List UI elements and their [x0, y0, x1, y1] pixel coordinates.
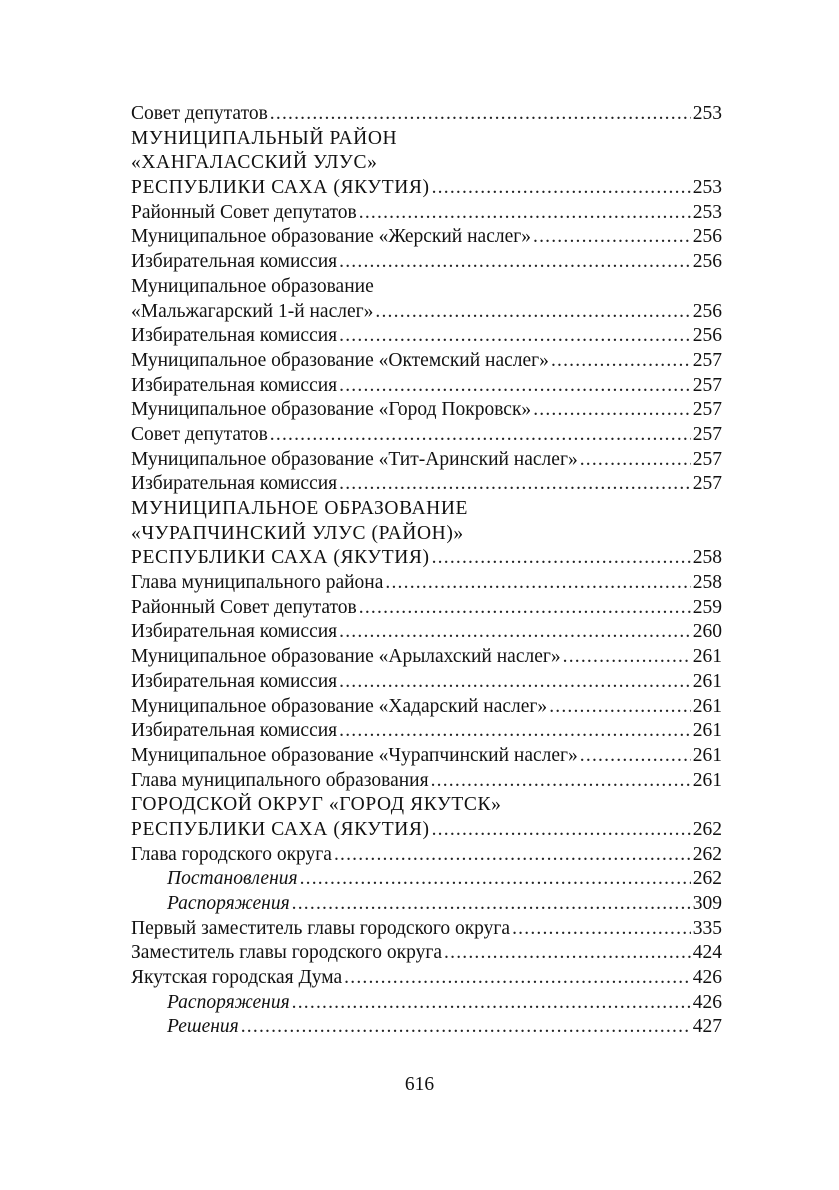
- toc-subentry: [131, 892, 722, 917]
- toc-entry: [131, 917, 722, 942]
- toc-entry-page: 257: [692, 374, 722, 396]
- toc-entry-title: Избирательная комиссия: [131, 720, 338, 742]
- dot-leader: [339, 374, 691, 399]
- toc-heading: [131, 176, 722, 201]
- toc-entry-title: Глава муниципального образования: [131, 769, 429, 791]
- toc-entry: [131, 769, 722, 794]
- toc-entry-title: Муниципальное образование «Хадарский наслег»: [131, 695, 548, 717]
- toc-entry-page: 258: [692, 572, 722, 594]
- toc-entry-title: Совет депутатов: [131, 423, 268, 445]
- toc-entry-page: 262: [692, 818, 722, 840]
- toc-entry: [131, 966, 722, 991]
- toc-heading: [131, 151, 722, 176]
- toc-entry-title: РЕСПУБЛИКИ САХА (ЯКУТИЯ): [131, 177, 430, 199]
- toc-entry: [131, 596, 722, 621]
- toc-entry-page: 262: [692, 868, 722, 890]
- dot-leader: [432, 176, 691, 201]
- dot-leader: [512, 917, 691, 942]
- toc-entry-title: РЕСПУБЛИКИ САХА (ЯКУТИЯ): [131, 547, 430, 569]
- toc-entry: [131, 670, 722, 695]
- toc-entry-page: 261: [692, 695, 722, 717]
- toc-entry-page: 256: [692, 300, 722, 322]
- dot-leader: [549, 695, 691, 720]
- page-number: 616: [404, 1074, 435, 1095]
- toc-entry: [131, 225, 722, 250]
- toc-entry: [131, 374, 722, 399]
- dot-leader: [292, 991, 691, 1016]
- toc-entry: [131, 398, 722, 423]
- toc-entry: [131, 472, 722, 497]
- dot-leader: [300, 867, 691, 892]
- toc-entry-title: Муниципальное образование «Арылахский наслег»: [131, 646, 561, 668]
- dot-leader: [339, 472, 691, 497]
- dot-leader: [359, 596, 691, 621]
- toc-entry: [131, 571, 722, 596]
- toc-entry-title: Районный Совет депутатов: [131, 596, 357, 618]
- toc-entry-page: 427: [692, 1016, 722, 1038]
- toc-entry-title: Муниципальное образование: [131, 275, 374, 297]
- toc-entry-page: 253: [692, 177, 722, 199]
- toc-entry-page: 261: [692, 769, 722, 791]
- dot-leader: [339, 620, 691, 645]
- toc-entry-title: МУНИЦИПАЛЬНЫЙ РАЙОН: [131, 127, 398, 149]
- toc-entry: [131, 695, 722, 720]
- toc-entry-title: Глава муниципального района: [131, 572, 384, 594]
- toc-heading: [131, 818, 722, 843]
- toc-entry-title: Муниципальное образование «Октемский наслег»: [131, 349, 549, 371]
- toc-entry-page: 256: [692, 251, 722, 273]
- toc-entry: [131, 719, 722, 744]
- toc-entry: [131, 250, 722, 275]
- dot-leader: [334, 843, 691, 868]
- toc-subentry: [131, 1015, 722, 1040]
- toc-entry-title: Муниципальное образование «Чурапчинский наслег»: [131, 744, 578, 766]
- toc-entry: [131, 201, 722, 226]
- dot-leader: [551, 349, 691, 374]
- toc-entry-title: ГОРОДСКОЙ ОКРУГ «ГОРОД ЯКУТСК»: [131, 794, 502, 816]
- toc-entry-title: Распоряжения: [167, 893, 290, 914]
- dot-leader: [580, 448, 691, 473]
- toc-entry: [131, 102, 722, 127]
- toc-entry-page: 335: [692, 917, 722, 939]
- toc-entry-page: 258: [692, 547, 722, 569]
- dot-leader: [375, 300, 690, 325]
- toc-entry-title: Муниципальное образование «Тит-Аринский наслег»: [131, 448, 578, 470]
- toc-entry-page: 261: [692, 646, 722, 668]
- dot-leader: [385, 571, 690, 596]
- toc-entry: [131, 300, 722, 325]
- toc-entry-page: 261: [692, 744, 722, 766]
- toc-entry: [131, 275, 722, 300]
- toc-entry-title: Якутская городская Дума: [131, 967, 343, 989]
- toc-entry-title: Первый заместитель главы городского округа: [131, 917, 511, 939]
- toc-entry: [131, 448, 722, 473]
- dot-leader: [533, 225, 691, 250]
- dot-leader: [563, 645, 691, 670]
- toc-entry-title: Муниципальное образование «Город Покровск»: [131, 399, 532, 421]
- toc-entry-page: 262: [692, 843, 722, 865]
- dot-leader: [432, 818, 691, 843]
- toc-entry-title: Избирательная комиссия: [131, 325, 338, 347]
- toc-entry-title: МУНИЦИПАЛЬНОЕ ОБРАЗОВАНИЕ: [131, 498, 469, 519]
- toc-entry-title: «ЧУРАПЧИНСКИЙ УЛУС (РАЙОН)»: [131, 522, 464, 544]
- dot-leader: [444, 941, 691, 966]
- dot-leader: [432, 546, 691, 571]
- toc-entry-title: Совет депутатов: [131, 103, 268, 124]
- toc-entry: [131, 744, 722, 769]
- toc-entry: [131, 324, 722, 349]
- dot-leader: [431, 769, 691, 794]
- dot-leader: [339, 324, 691, 349]
- toc-entry-title: Районный Совет депутатов: [131, 201, 357, 223]
- toc-entry-title: Избирательная комиссия: [131, 670, 338, 692]
- toc-subentry: [131, 867, 722, 892]
- toc-entry-title: Постановления: [167, 868, 298, 890]
- dot-leader: [270, 102, 691, 127]
- toc-entry-title: Избирательная комиссия: [131, 473, 338, 495]
- dot-leader: [533, 398, 691, 423]
- toc-heading: [131, 522, 722, 547]
- toc-entry-title: «Мальжагарский 1-й наслег»: [131, 300, 374, 322]
- toc-subentry: [131, 991, 722, 1016]
- toc-entry: [131, 941, 722, 966]
- toc-entry-page: 257: [692, 399, 722, 421]
- toc-entry-page: 256: [692, 325, 722, 347]
- dot-leader: [241, 1015, 691, 1040]
- toc-entry-page: 261: [692, 720, 722, 742]
- toc-entry-page: 424: [692, 942, 722, 964]
- dot-leader: [344, 966, 691, 991]
- toc-entry-page: 261: [692, 670, 722, 692]
- toc-entry-title: Заместитель главы городского округа: [131, 942, 443, 964]
- toc-entry-page: 257: [692, 473, 722, 495]
- toc-entry: [131, 349, 722, 374]
- toc-heading: [131, 127, 722, 152]
- toc-entry-title: Глава городского округа: [131, 843, 332, 865]
- toc-entry-page: 257: [692, 423, 722, 445]
- toc-entry: [131, 645, 722, 670]
- toc-entry-page: 259: [692, 596, 722, 618]
- table-of-contents: [131, 102, 722, 1040]
- toc-entry-page: 257: [692, 448, 722, 470]
- toc-entry-page: 256: [692, 226, 722, 248]
- toc-entry-page: 253: [692, 103, 722, 124]
- dot-leader: [292, 892, 691, 917]
- toc-entry-title: Решения: [167, 1016, 239, 1038]
- dot-leader: [359, 201, 691, 226]
- toc-entry-title: Избирательная комиссия: [131, 374, 338, 396]
- toc-heading: [131, 793, 722, 818]
- toc-entry-page: 257: [692, 349, 722, 371]
- dot-leader: [270, 423, 691, 448]
- toc-entry-title: Распоряжения: [167, 991, 290, 1013]
- dot-leader: [339, 670, 691, 695]
- toc-heading: [131, 546, 722, 571]
- toc-entry: [131, 843, 722, 868]
- dot-leader: [339, 250, 691, 275]
- toc-entry-title: Избирательная комиссия: [131, 251, 338, 273]
- toc-entry-title: Муниципальное образование «Жерский наслег»: [131, 226, 531, 248]
- toc-entry-title: РЕСПУБЛИКИ САХА (ЯКУТИЯ): [131, 818, 430, 840]
- dot-leader: [580, 744, 691, 769]
- toc-entry-page: 426: [692, 991, 722, 1013]
- toc-entry-page: 309: [692, 893, 722, 914]
- toc-entry: [131, 423, 722, 448]
- toc-heading: [131, 497, 722, 522]
- toc-entry-page: 260: [692, 621, 722, 643]
- toc-entry: [131, 620, 722, 645]
- toc-entry-title: «ХАНГАЛАССКИЙ УЛУС»: [131, 152, 378, 174]
- toc-entry-page: 253: [692, 201, 722, 223]
- dot-leader: [339, 719, 691, 744]
- toc-entry-page: 426: [692, 967, 722, 989]
- toc-entry-title: Избирательная комиссия: [131, 621, 338, 643]
